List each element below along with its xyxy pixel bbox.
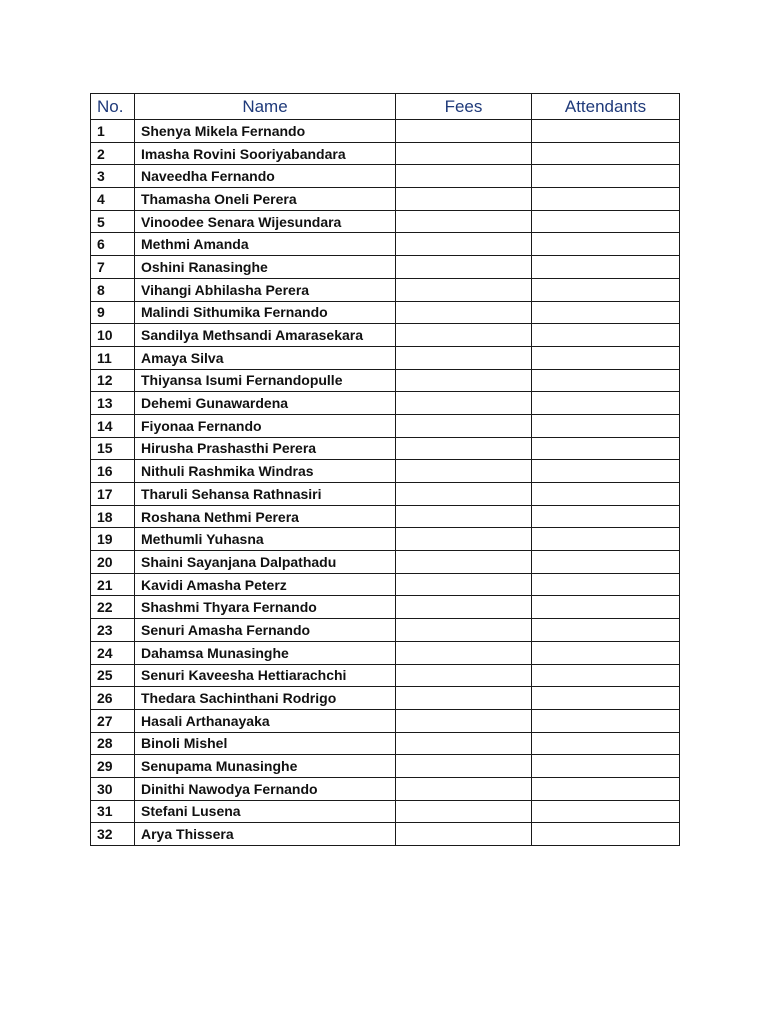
cell-attendants: [532, 437, 680, 460]
cell-no: 8: [91, 278, 135, 301]
table-row: [91, 573, 680, 596]
cell-no: 32: [91, 823, 135, 846]
cell-no: 14: [91, 414, 135, 437]
cell-attendants: [532, 142, 680, 165]
cell-fees: [396, 346, 532, 369]
attendance-table: [90, 93, 680, 846]
cell-no: 30: [91, 777, 135, 800]
cell-name: Sandilya Methsandi Amarasekara: [135, 324, 396, 347]
cell-name: Thedara Sachinthani Rodrigo: [135, 687, 396, 710]
cell-no: 12: [91, 369, 135, 392]
table-row: [91, 256, 680, 279]
cell-attendants: [532, 301, 680, 324]
cell-no: 24: [91, 641, 135, 664]
cell-attendants: [532, 346, 680, 369]
cell-no: 5: [91, 210, 135, 233]
cell-fees: [396, 233, 532, 256]
cell-name: Tharuli Sehansa Rathnasiri: [135, 483, 396, 506]
cell-fees: [396, 505, 532, 528]
table-row: [91, 709, 680, 732]
cell-name: Fiyonaa Fernando: [135, 414, 396, 437]
cell-no: 28: [91, 732, 135, 755]
cell-no: 15: [91, 437, 135, 460]
cell-no: 27: [91, 709, 135, 732]
cell-fees: [396, 528, 532, 551]
cell-attendants: [532, 188, 680, 211]
cell-no: 20: [91, 551, 135, 574]
cell-name: Imasha Rovini Sooriyabandara: [135, 142, 396, 165]
cell-attendants: [532, 120, 680, 143]
cell-no: 2: [91, 142, 135, 165]
table-row: [91, 278, 680, 301]
cell-name: Dahamsa Munasinghe: [135, 641, 396, 664]
cell-no: 16: [91, 460, 135, 483]
cell-name: Naveedha Fernando: [135, 165, 396, 188]
cell-fees: [396, 777, 532, 800]
cell-name: Hirusha Prashasthi Perera: [135, 437, 396, 460]
cell-name: Amaya Silva: [135, 346, 396, 369]
cell-name: Hasali Arthanayaka: [135, 709, 396, 732]
cell-no: 23: [91, 619, 135, 642]
table-row: [91, 324, 680, 347]
cell-fees: [396, 755, 532, 778]
cell-attendants: [532, 619, 680, 642]
table-row: [91, 233, 680, 256]
cell-name: Senupama Munasinghe: [135, 755, 396, 778]
cell-no: 11: [91, 346, 135, 369]
cell-attendants: [532, 664, 680, 687]
cell-name: Dinithi Nawodya Fernando: [135, 777, 396, 800]
table-row: [91, 823, 680, 846]
cell-fees: [396, 142, 532, 165]
cell-no: 21: [91, 573, 135, 596]
cell-fees: [396, 278, 532, 301]
cell-fees: [396, 823, 532, 846]
cell-name: Binoli Mishel: [135, 732, 396, 755]
cell-no: 17: [91, 483, 135, 506]
cell-name: Methmi Amanda: [135, 233, 396, 256]
table-row: [91, 505, 680, 528]
cell-attendants: [532, 687, 680, 710]
table-row: [91, 800, 680, 823]
cell-name: Shenya Mikela Fernando: [135, 120, 396, 143]
cell-attendants: [532, 800, 680, 823]
cell-attendants: [532, 324, 680, 347]
cell-fees: [396, 687, 532, 710]
cell-attendants: [532, 732, 680, 755]
table-row: [91, 120, 680, 143]
cell-attendants: [532, 256, 680, 279]
cell-attendants: [532, 460, 680, 483]
table-row: [91, 392, 680, 415]
table-row: [91, 188, 680, 211]
cell-fees: [396, 210, 532, 233]
cell-attendants: [532, 573, 680, 596]
table-row: [91, 687, 680, 710]
cell-attendants: [532, 414, 680, 437]
cell-attendants: [532, 210, 680, 233]
cell-no: 7: [91, 256, 135, 279]
cell-fees: [396, 483, 532, 506]
cell-name: Dehemi Gunawardena: [135, 392, 396, 415]
cell-no: 26: [91, 687, 135, 710]
cell-fees: [396, 324, 532, 347]
table-header-row: [91, 94, 680, 120]
cell-attendants: [532, 755, 680, 778]
cell-fees: [396, 165, 532, 188]
cell-attendants: [532, 392, 680, 415]
cell-no: 25: [91, 664, 135, 687]
cell-fees: [396, 573, 532, 596]
cell-fees: [396, 437, 532, 460]
cell-fees: [396, 641, 532, 664]
cell-fees: [396, 188, 532, 211]
table-body: [91, 120, 680, 846]
cell-name: Kavidi Amasha Peterz: [135, 573, 396, 596]
cell-fees: [396, 619, 532, 642]
cell-name: Vinoodee Senara Wijesundara: [135, 210, 396, 233]
cell-name: Senuri Kaveesha Hettiarachchi: [135, 664, 396, 687]
cell-fees: [396, 551, 532, 574]
cell-name: Oshini Ranasinghe: [135, 256, 396, 279]
cell-name: Vihangi Abhilasha Perera: [135, 278, 396, 301]
cell-attendants: [532, 483, 680, 506]
table-row: [91, 210, 680, 233]
header-no: No.: [91, 94, 135, 120]
cell-fees: [396, 369, 532, 392]
table-row: [91, 142, 680, 165]
table-row: [91, 551, 680, 574]
table-row: [91, 369, 680, 392]
cell-fees: [396, 120, 532, 143]
table-row: [91, 165, 680, 188]
cell-name: Thamasha Oneli Perera: [135, 188, 396, 211]
cell-no: 1: [91, 120, 135, 143]
cell-fees: [396, 732, 532, 755]
table-row: [91, 664, 680, 687]
cell-no: 13: [91, 392, 135, 415]
cell-no: 19: [91, 528, 135, 551]
cell-fees: [396, 596, 532, 619]
cell-no: 18: [91, 505, 135, 528]
cell-attendants: [532, 551, 680, 574]
cell-attendants: [532, 528, 680, 551]
cell-fees: [396, 664, 532, 687]
table-row: [91, 777, 680, 800]
cell-fees: [396, 800, 532, 823]
cell-no: 9: [91, 301, 135, 324]
header-fees: Fees: [396, 94, 532, 120]
table-row: [91, 755, 680, 778]
cell-attendants: [532, 777, 680, 800]
table-row: [91, 483, 680, 506]
cell-attendants: [532, 596, 680, 619]
cell-name: Arya Thissera: [135, 823, 396, 846]
cell-name: Thiyansa Isumi Fernandopulle: [135, 369, 396, 392]
table-row: [91, 732, 680, 755]
cell-name: Nithuli Rashmika Windras: [135, 460, 396, 483]
table-row: [91, 301, 680, 324]
cell-fees: [396, 256, 532, 279]
cell-no: 31: [91, 800, 135, 823]
cell-attendants: [532, 505, 680, 528]
table-row: [91, 641, 680, 664]
table-row: [91, 528, 680, 551]
cell-attendants: [532, 233, 680, 256]
table-row: [91, 460, 680, 483]
table-row: [91, 596, 680, 619]
cell-name: Roshana Nethmi Perera: [135, 505, 396, 528]
cell-attendants: [532, 709, 680, 732]
cell-fees: [396, 414, 532, 437]
cell-fees: [396, 709, 532, 732]
cell-attendants: [532, 369, 680, 392]
cell-fees: [396, 392, 532, 415]
cell-fees: [396, 301, 532, 324]
cell-no: 3: [91, 165, 135, 188]
table-row: [91, 346, 680, 369]
cell-name: Malindi Sithumika Fernando: [135, 301, 396, 324]
cell-name: Senuri Amasha Fernando: [135, 619, 396, 642]
cell-name: Methumli Yuhasna: [135, 528, 396, 551]
cell-no: 4: [91, 188, 135, 211]
cell-name: Shaini Sayanjana Dalpathadu: [135, 551, 396, 574]
cell-no: 6: [91, 233, 135, 256]
cell-no: 22: [91, 596, 135, 619]
cell-fees: [396, 460, 532, 483]
table-row: [91, 414, 680, 437]
cell-attendants: [532, 823, 680, 846]
cell-attendants: [532, 278, 680, 301]
cell-no: 10: [91, 324, 135, 347]
cell-name: Stefani Lusena: [135, 800, 396, 823]
cell-name: Shashmi Thyara Fernando: [135, 596, 396, 619]
cell-attendants: [532, 641, 680, 664]
cell-attendants: [532, 165, 680, 188]
header-attendants: Attendants: [532, 94, 680, 120]
header-name: Name: [135, 94, 396, 120]
table-row: [91, 437, 680, 460]
cell-no: 29: [91, 755, 135, 778]
table-row: [91, 619, 680, 642]
